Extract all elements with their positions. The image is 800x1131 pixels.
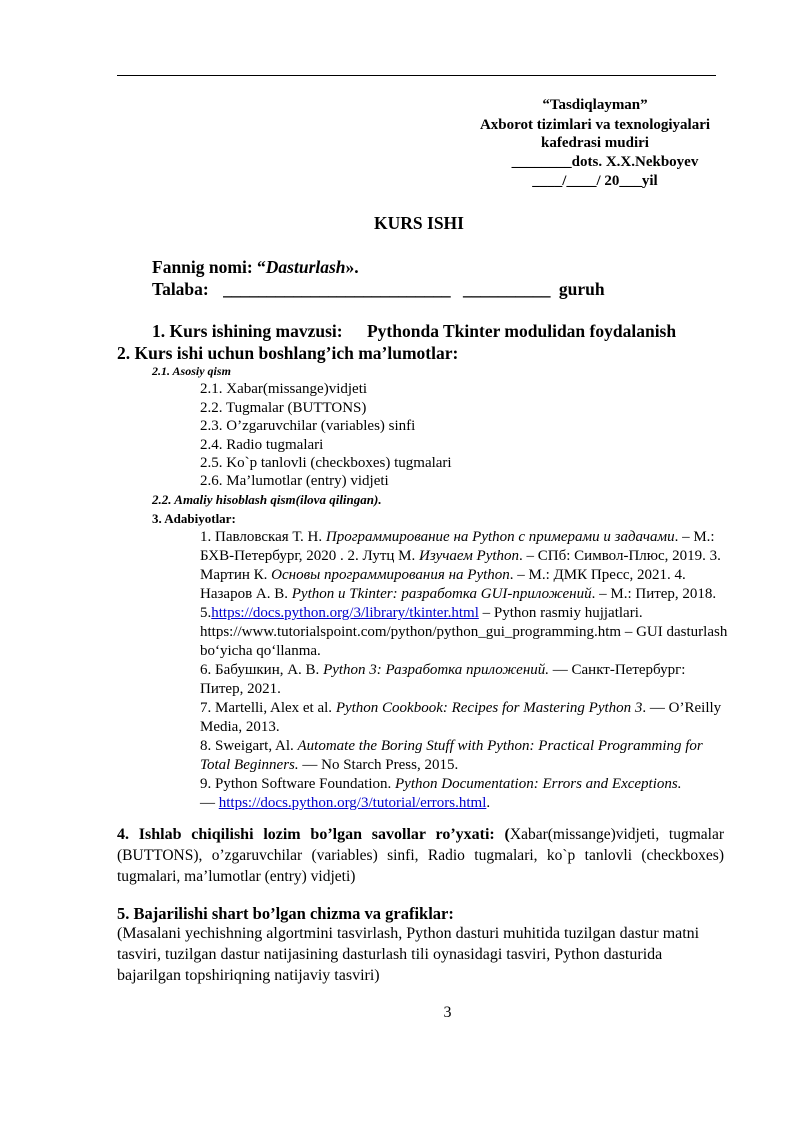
- ref-1-title: Программирование на Python с примерами и задачами: [325, 529, 675, 545]
- section-5-heading: 5. Bajarilishi shart bo’lgan chizma va grafiklar:: [117, 904, 454, 923]
- ref-9-title: Python Documentation: Errors and Exceptions.: [395, 776, 682, 792]
- ref-6-author: 6. Бабушкин, А. В.: [200, 662, 324, 678]
- ref-6-publisher: — Санкт-Петербург: Питер, 2021.: [200, 662, 686, 697]
- approval-line-4: ________dots. X.X.Nekboyev: [511, 154, 699, 170]
- student-name-blank: __________________________: [223, 279, 451, 299]
- list-item: 2.1. Xabar(missange)vidjeti: [200, 381, 368, 397]
- section-1: [152, 321, 676, 342]
- reference-6: [200, 661, 730, 699]
- student-label: Talaba:: [152, 279, 209, 299]
- ref-3-publisher: . – М.: ДМК Пресс, 2021.: [509, 567, 675, 583]
- subject-label: Fannig nomi: “: [152, 257, 266, 277]
- list-item: 2.2. Tugmalar (BUTTONS): [200, 400, 367, 416]
- subject-name: Dasturlash: [265, 257, 346, 277]
- ref-7-publisher: . — O’Reilly Media, 2013.: [200, 700, 722, 735]
- ref-2-title: Изучаем Python: [419, 548, 520, 564]
- subject-end: ».: [345, 257, 359, 277]
- references-list: [200, 528, 730, 813]
- reference-9: [200, 775, 730, 813]
- reference-5-tutorial: https://www.tutorialspoint.com/python/python_gui_programming.htm – GUI dasturlash bo‘yicha qo‘llanma.: [200, 624, 728, 659]
- document-title: KURS ISHI: [374, 213, 464, 233]
- reference-8: [200, 737, 730, 775]
- reference-group-1-4: [200, 528, 730, 604]
- section-4: [117, 824, 724, 887]
- student-group-blank: __________: [463, 279, 551, 299]
- list-item: 2.6. Ma’lumotlar (entry) vidjeti: [200, 473, 389, 489]
- approval-line-2: Axborot tizimlari va texnologiyalari: [479, 117, 711, 133]
- ref-9-dash: —: [200, 795, 219, 811]
- subject-line: [152, 257, 359, 278]
- subsection-2-1: 2.1. Asosiy qism: [152, 364, 231, 378]
- reference-5: [200, 604, 730, 623]
- approval-line-3: kafedrasi mudiri: [541, 135, 649, 151]
- tkinter-docs-link[interactable]: https://docs.python.org/3/library/tkinter.html: [211, 605, 479, 621]
- ref-3-author: 3. Мартин К.: [200, 548, 721, 583]
- ref-5-number: 5.: [200, 605, 212, 621]
- section-1-topic: Pythonda Tkinter modulidan foydalanish: [366, 321, 677, 341]
- ref-9-author: 9. Python Software Foundation.: [200, 776, 395, 792]
- approval-line-5: ____/____/ 20___yil: [532, 173, 658, 189]
- ref-8-author: 8. Sweigart, Al.: [200, 738, 298, 754]
- ref-4-title: Python и Tkinter: разработка GUI-приложений: [291, 586, 592, 602]
- ref-6-title: Python 3: Разработка приложений.: [323, 662, 550, 678]
- ref-1-publisher: . – М.: БХВ-Петербург, 2020 .: [200, 529, 715, 564]
- errors-docs-link[interactable]: https://docs.python.org/3/tutorial/errors.html: [218, 795, 487, 811]
- ref-5-note: – Python rasmiy hujjatlari.: [478, 605, 643, 621]
- approval-line-1: “Tasdiqlayman”: [542, 97, 648, 113]
- section-4-label: 4. Ishlab chiqilishi lozim bo’lgan savollar ro’yxati: (: [117, 826, 510, 843]
- ref-9-end: .: [486, 795, 491, 811]
- list-item: 2.5. Ko`p tanlovli (checkboxes) tugmalari: [200, 455, 452, 471]
- group-label: guruh: [558, 279, 605, 299]
- ref-7-author: 7. Martelli, Alex et al.: [200, 700, 336, 716]
- ref-3-title: Основы программирования на Python: [271, 567, 510, 583]
- section-5-text: (Masalani yechishning algortmini tasvirlash, Python dasturi muhitida tuzilgan dastur matni tasviri, tuzilgan dastur natijasining dasturlash tili oynasidagi tasviri, Python dasturida bajarilgan topshiriqning natijaviy tasviri): [117, 925, 700, 984]
- ref-7-title: Python Cookbook: Recipes for Mastering Python 3: [335, 700, 643, 716]
- ref-1-author: 1. Павловская Т. Н.: [200, 529, 326, 545]
- ref-4-publisher: . – М.: Питер, 2018.: [591, 586, 717, 602]
- student-line: [152, 279, 605, 300]
- section-2-heading: 2. Kurs ishi uchun boshlang’ich ma’lumotlar:: [117, 343, 459, 363]
- ref-2-author: 2. Лутц М.: [347, 548, 420, 564]
- subsection-2-2: 2.2. Amaliy hisoblash qism(ilova qilingan).: [152, 492, 382, 507]
- reference-7: [200, 699, 730, 737]
- section-4-text: Xabar(missange)vidjeti, tugmalar (BUTTONS), o’zgaruvchilar (variables) sinfi, Radio tugmalari, ko`p tanlovli (checkboxes) tugmalari, ma’lumotlar (entry) vidjeti): [117, 826, 724, 885]
- list-item: 2.4. Radio tugmalari: [200, 437, 324, 453]
- section-5-text-block: [117, 923, 724, 986]
- ref-8-title: Automate the Boring Stuff with Python: Practical Programming for Total Beginners.: [200, 738, 703, 773]
- ref-4-author: 4. Назаров А. В.: [200, 567, 686, 602]
- page-number: 3: [443, 1004, 452, 1021]
- references-heading: 3. Adabiyotlar:: [152, 511, 236, 526]
- ref-8-publisher: — No Starch Press, 2015.: [298, 757, 459, 773]
- ref-2-publisher: . – СПб: Символ-Плюс, 2019.: [519, 548, 710, 564]
- list-item: 2.3. O’zgaruvchilar (variables) sinfi: [200, 418, 416, 434]
- section-1-label: 1. Kurs ishining mavzusi:: [152, 321, 343, 341]
- header-rule: [117, 75, 716, 76]
